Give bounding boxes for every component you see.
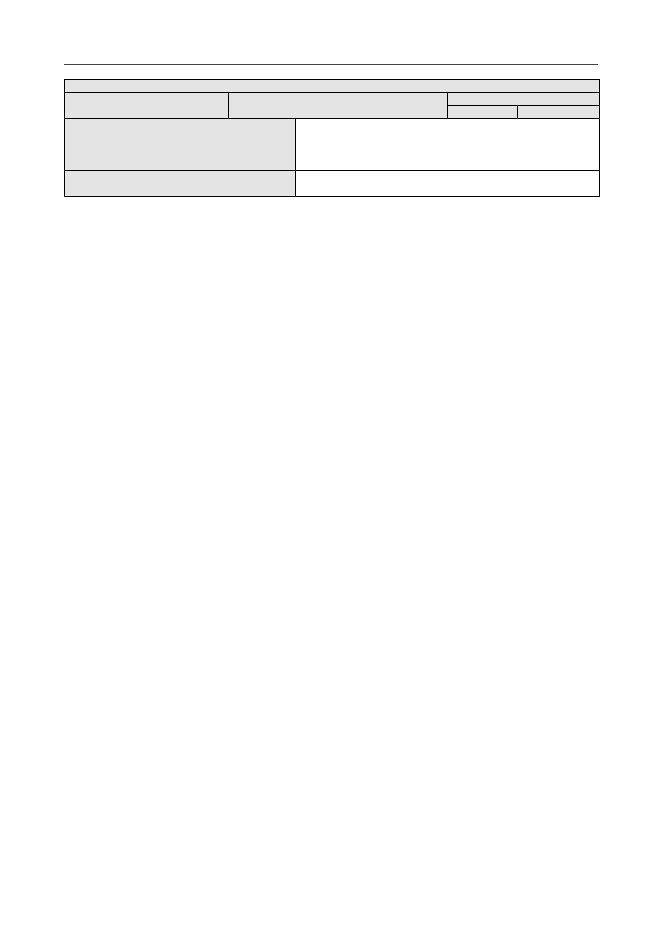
col-header-name bbox=[65, 93, 229, 119]
notes-section bbox=[65, 119, 600, 197]
col-header-qty bbox=[229, 93, 448, 119]
header-rule bbox=[64, 64, 598, 65]
col-header-type bbox=[448, 106, 518, 119]
relation-text bbox=[296, 119, 600, 171]
col-header-amount bbox=[518, 106, 600, 119]
margin-label bbox=[65, 171, 296, 197]
shareholder-table bbox=[64, 79, 600, 197]
restricted-header-row bbox=[64, 778, 599, 810]
relation-label bbox=[65, 119, 296, 171]
margin-text bbox=[296, 171, 600, 197]
restricted-change-table bbox=[64, 778, 599, 810]
unrestricted-title bbox=[65, 80, 600, 93]
unrestricted-section bbox=[65, 80, 600, 119]
col-header-type-group bbox=[448, 93, 600, 106]
